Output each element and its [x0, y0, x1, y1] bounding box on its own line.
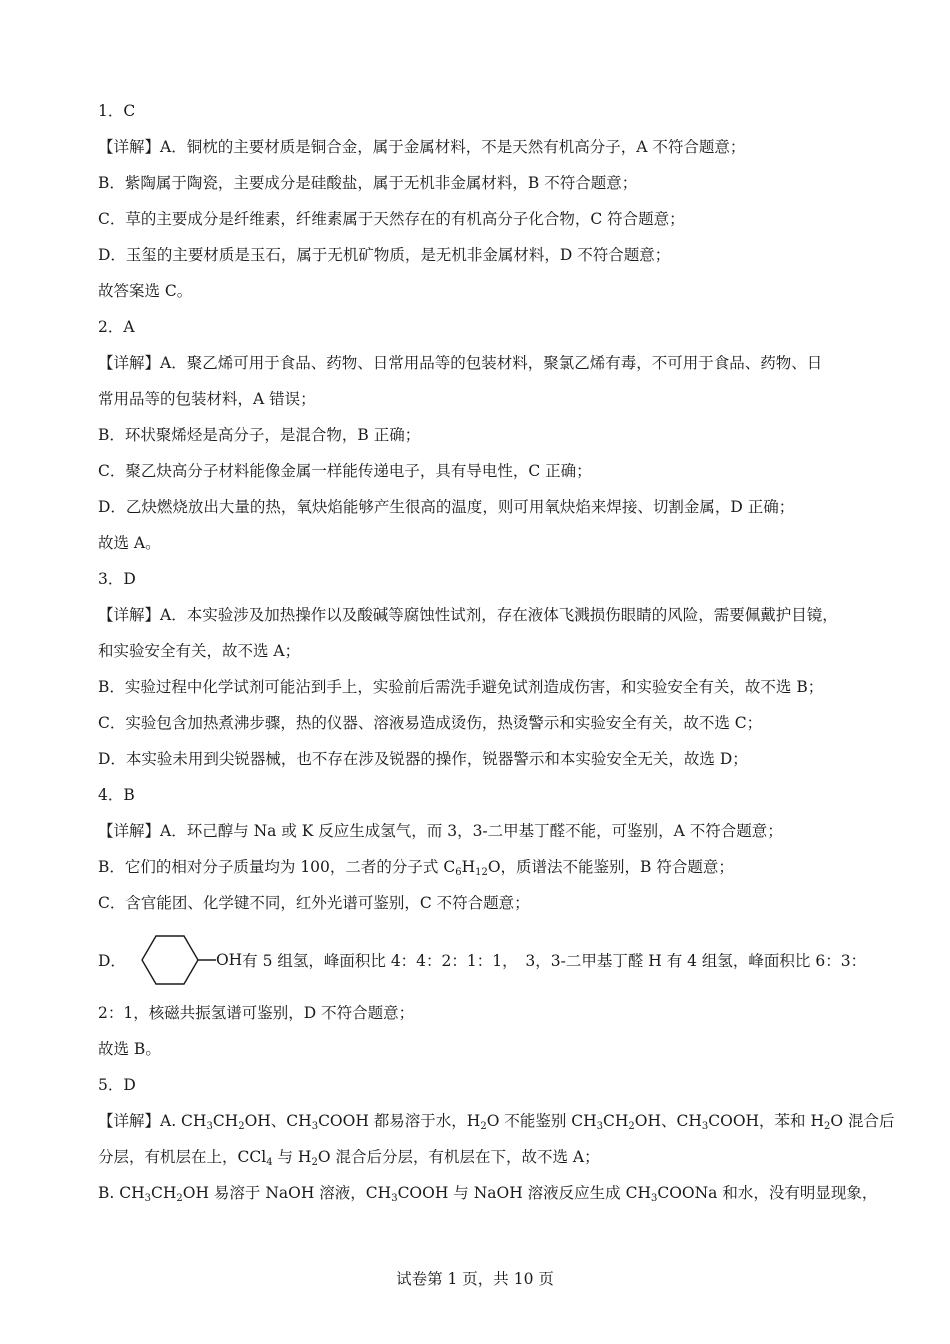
text-span: CH	[151, 1184, 177, 1202]
explanation-line: 【详解】A．聚乙烯可用于食品、药物、日常用品等的包装材料，聚氯乙烯有毒，不可用于食品、药物、日	[98, 354, 823, 372]
subscript: 2	[628, 1121, 635, 1132]
explanation-line-with-structure	[98, 930, 866, 990]
conclusion-line: 故答案选 C。	[98, 282, 193, 300]
subscript: 3	[650, 1193, 658, 1204]
subscript: 3	[206, 1121, 213, 1132]
answer-heading-4: 4．B	[98, 786, 135, 804]
answer-heading-3: 3．D	[98, 570, 136, 588]
subscript: 3	[311, 1121, 319, 1132]
text-span: 与 H	[272, 1148, 312, 1166]
subscript: 2	[311, 1157, 318, 1168]
explanation-line: B．环状聚烯烃是高分子，是混合物，B 正确；	[98, 426, 421, 444]
text-span: B．它们的相对分子质量均为 100，二者的分子式 C	[98, 858, 456, 876]
page-footer: 试卷第 1 页，共 10 页	[396, 1270, 554, 1288]
subscript: 3	[596, 1121, 604, 1132]
explanation-line: D．乙炔燃烧放出大量的热，氧炔焰能够产生很高的温度，则可用氧炔焰来焊接、切割金属，D 正确；	[98, 498, 795, 516]
explanation-line	[98, 1111, 895, 1131]
explanation-line: 常用品等的包装材料，A 错误；	[98, 390, 316, 408]
explanation-line: D．本实验未用到尖锐器械，也不存在涉及锐器的操作，锐器警示和本实验安全无关，故选 D；	[98, 750, 748, 768]
subscript: 2	[824, 1121, 831, 1132]
explanation-line: C．草的主要成分是纤维素，纤维素属于天然存在的有机高分子化合物，C 符合题意；	[98, 210, 685, 228]
explanation-line: C．实验包含加热煮沸步骤，热的仪器、溶液易造成烫伤，热烫警示和实验安全有关，故不选 C；	[98, 714, 763, 732]
text-span: COONa 和水，没有明显现象，	[657, 1184, 878, 1202]
explanation-line: 【详解】A．环己醇与 Na 或 K 反应生成氢气，而 3，3-二甲基丁醛不能，可鉴别，A 不符合题意；	[98, 822, 783, 840]
explanation-line: 【详解】A．本实验涉及加热操作以及酸碱等腐蚀性试剂，存在液体飞溅损伤眼睛的风险，需要佩戴护目镜，	[98, 606, 838, 624]
subscript: 2	[238, 1121, 245, 1132]
explanation-line	[98, 857, 734, 877]
subscript: 2	[480, 1121, 487, 1132]
subscript: 3	[391, 1193, 398, 1204]
explanation-line: D．玉玺的主要材质是玉石，属于无机矿物质，是无机非金属材料，D 不符合题意；	[98, 246, 671, 264]
explanation-line	[98, 1183, 877, 1203]
text-span: O，质谱法不能鉴别，B 符合题意；	[487, 858, 734, 876]
explanation-line	[98, 1147, 600, 1167]
text-span: O 混合后	[830, 1112, 895, 1130]
text-span: O 不能鉴别 CH	[486, 1112, 597, 1130]
explanation-line: 和实验安全有关，故不选 A；	[98, 642, 301, 660]
explanation-line: 【详解】A．铜枕的主要材质是铜合金，属于金属材料，不是天然有机高分子，A 不符合题意；	[98, 138, 746, 156]
subscript: 3	[144, 1193, 151, 1204]
answer-heading-5: 5．D	[98, 1076, 136, 1094]
answer-heading-2: 2．A	[98, 318, 135, 336]
subscript: 2	[176, 1193, 183, 1204]
explanation-line: B．实验过程中化学试剂可能沾到手上，实验前后需洗手避免试剂造成伤害，和实验安全有关，故不选 B；	[98, 678, 824, 696]
explanation-line: C．含官能团、化学键不同，红外光谱可鉴别，C 不符合题意；	[98, 894, 530, 912]
explanation-line: 2：1，核磁共振氢谱可鉴别，D 不符合题意；	[98, 1004, 415, 1022]
text-span: COOH，苯和 H	[708, 1112, 825, 1130]
text-span: CH	[212, 1112, 239, 1130]
explanation-line: B．紫陶属于陶瓷，主要成分是硅酸盐，属于无机非金属材料，B 不符合题意；	[98, 174, 638, 192]
explanation-line: C．聚乙炔高分子材料能像金属一样能传递电子，具有导电性，C 正确；	[98, 462, 592, 480]
subscript: 6	[455, 867, 462, 878]
text-span: OH 易溶于 NaOH 溶液，CH	[182, 1184, 392, 1202]
subscript: 4	[266, 1157, 273, 1168]
text-span: 分层，有机层在上，CCl	[98, 1148, 267, 1166]
conclusion-line: 故选 B。	[98, 1040, 161, 1058]
text-span: OH、CH	[634, 1112, 702, 1130]
text-span: CH	[603, 1112, 629, 1130]
hydroxyl-label: OH	[215, 951, 243, 969]
subscript: 12	[475, 867, 488, 878]
text-span: B. CH	[98, 1184, 145, 1202]
subscript: 3	[701, 1121, 709, 1132]
text-span: O 混合后分层，有机层在下，故不选 A；	[317, 1148, 600, 1166]
text-span: 有 5 组氢，峰面积比 4：4：2：1：1， 3，3-二甲基丁醛 H 有 4 组氢，峰面积比 6：3：	[242, 952, 867, 970]
text-span: 【详解】A. CH	[98, 1112, 207, 1130]
answer-heading-1: 1．C	[98, 102, 136, 120]
text-span: OH、CH	[244, 1112, 312, 1130]
text-span: H	[461, 858, 476, 876]
option-label: D．	[98, 952, 126, 970]
text-span: COOH 都易溶于水，H	[318, 1112, 481, 1130]
cyclohexanol-structure-icon	[140, 932, 216, 988]
text-span: COOH 与 NaOH 溶液反应生成 CH	[397, 1184, 651, 1202]
conclusion-line: 故选 A。	[98, 534, 161, 552]
